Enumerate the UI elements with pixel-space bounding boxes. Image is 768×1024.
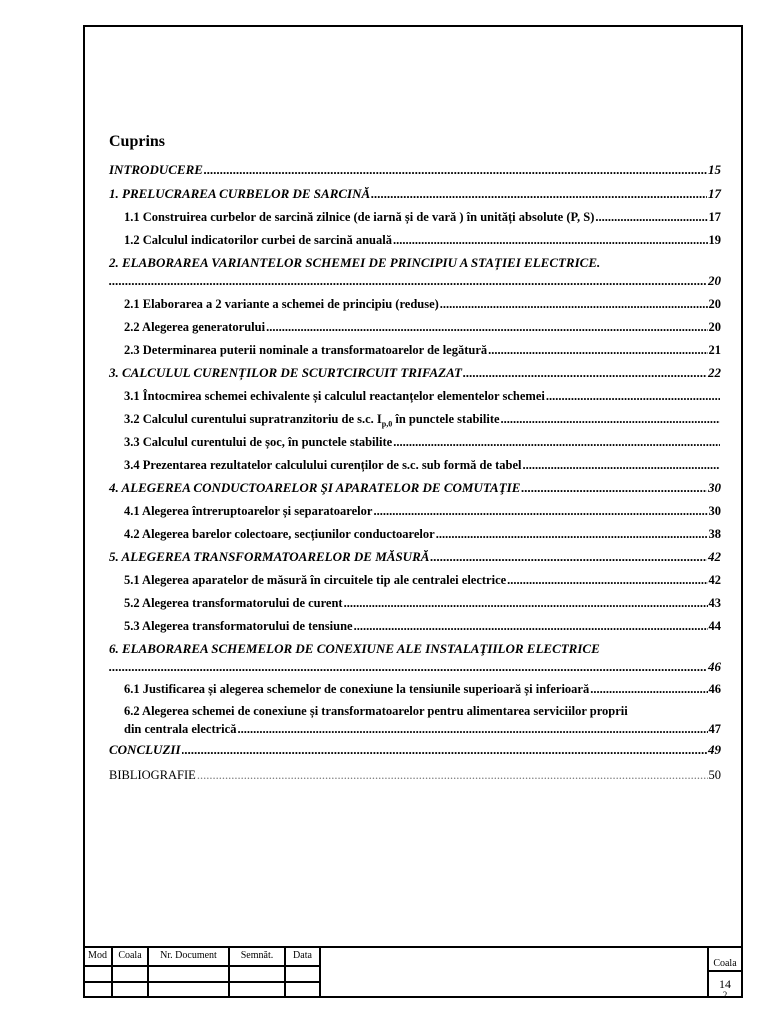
toc-entry-text: CONCLUZII: [109, 742, 181, 757]
toc-entry-concluzii[interactable]: [109, 741, 721, 759]
toc-entry-3-3[interactable]: [109, 433, 721, 451]
toc-entry-page: 20: [708, 297, 721, 311]
toc-entry-page: 43: [708, 596, 721, 610]
toc-entry-page: 47: [708, 722, 721, 736]
toc-entry-page: 46: [708, 682, 721, 696]
toc-entry-text: 5.2 Alegerea transformatorului de curent: [124, 596, 343, 610]
toc-entry-2-2[interactable]: [109, 318, 721, 336]
sheet-number-extra: 2: [722, 990, 728, 1000]
dot-leader: [237, 720, 707, 738]
toc-entry-text: 2.1 Elaborarea a 2 variante a schemei de principiu (reduse): [124, 297, 439, 311]
toc-entry-text: 1.1 Construirea curbelor de sarcină zilnice (de iarnă și de vară ) în unități absolute (P, S): [124, 210, 595, 224]
toc-entry-3-2[interactable]: [109, 410, 721, 434]
sheet-label: Coala: [713, 958, 737, 969]
toc-entry-5-2[interactable]: [109, 594, 721, 612]
dot-leader: [436, 525, 708, 543]
dot-leader: [523, 456, 720, 474]
toc-entry-text: 1. PRELUCRAREA CURBELOR DE SARCINĂ: [109, 186, 371, 201]
toc-entry-text: 1.2 Calculul indicatorilor curbei de sarcină anuală: [124, 233, 392, 247]
col-semnat: Semnăt.: [240, 950, 274, 961]
dot-leader: [463, 364, 707, 382]
sheet-number: 14: [719, 977, 731, 991]
toc-entry-text: INTRODUCERE: [109, 162, 203, 177]
toc-entry-text: [124, 410, 500, 434]
toc-entry-text: 2.3 Determinarea puterii nominale a transformatoarelor de legătură: [124, 343, 488, 357]
toc-entry-page: 44: [708, 619, 721, 633]
dot-leader: [182, 741, 707, 759]
toc-entry-chapter-3[interactable]: [109, 364, 721, 382]
col-nr-document: Nr. Document: [160, 950, 217, 961]
toc-entry-leader-line: [124, 720, 721, 738]
toc-entry-page: 22: [708, 365, 721, 380]
toc-entry-text: 3.4 Prezentarea rezultatelor calculului curenților de s.c. sub formă de tabel: [124, 458, 522, 472]
toc-entry-6-1[interactable]: [109, 680, 721, 698]
toc-entry-page: 17: [708, 210, 721, 224]
dot-leader: [430, 548, 707, 566]
current-subscript: p,0: [381, 419, 393, 429]
toc-entry-text: 6. ELABORAREA SCHEMELOR DE CONEXIUNE ALE INSTALAŢIILOR ELECTRICE: [109, 641, 600, 656]
dot-leader: [507, 571, 707, 589]
col-coala: Coala: [118, 950, 142, 961]
col-data: Data: [293, 950, 312, 961]
toc-entry-text: 2. ELABORAREA VARIANTELOR SCHEMEI DE PRINCIPIU A STAȚIEI ELECTRICE.: [109, 255, 601, 270]
toc-entry-chapter-4[interactable]: [109, 479, 721, 497]
toc-entry-text: 5.1 Alegerea aparatelor de măsură în circuitele tip ale centralei electrice: [124, 573, 507, 587]
toc-entry-text: 3.3 Calculul curentului de șoc, în punctele stabilite: [124, 435, 393, 449]
dot-leader: [373, 502, 707, 520]
toc-entry-3-4[interactable]: [109, 456, 721, 474]
toc-entry-page: 42: [708, 549, 721, 564]
toc-entry-page: 20: [708, 273, 721, 288]
toc-entry-page: 50: [708, 768, 721, 782]
toc-entry-text: BIBLIOGRAFIE: [109, 768, 196, 782]
dot-leader: [590, 680, 707, 698]
toc-entry-page: 20: [708, 320, 721, 334]
toc-entry-6-2[interactable]: [109, 702, 721, 738]
dot-leader: [393, 433, 720, 451]
toc-title: Cuprins: [109, 133, 166, 150]
toc-entry-text: 3. CALCULUL CURENȚILOR DE SCURTCIRCUIT TRIFAZAT: [109, 365, 462, 380]
toc-entry-chapter-2[interactable]: [109, 254, 721, 290]
title-block-rule: [707, 970, 741, 972]
dot-leader: [440, 295, 708, 313]
dot-leader: [109, 658, 707, 676]
toc-entry-text: din centrala electrică: [124, 722, 237, 736]
toc-entry-text: 6.2 Alegerea schemei de conexiune și transformatoarelor pentru alimentarea serviciilor proprii: [124, 704, 628, 718]
toc-entry-1-1[interactable]: [109, 208, 721, 226]
toc-entry-text: 5.3 Alegerea transformatorului de tensiune: [124, 619, 353, 633]
toc-entry-page: 21: [708, 343, 721, 357]
dot-leader: [266, 318, 707, 336]
dot-leader: [109, 272, 707, 290]
dot-leader: [197, 766, 708, 784]
toc-entry-bibliografie[interactable]: [109, 766, 721, 784]
toc-entry-page: 19: [708, 233, 721, 247]
toc-entry-text: 4.1 Alegerea întreruptoarelor și separatoarelor: [124, 504, 373, 518]
dot-leader: [354, 617, 708, 635]
title-block: [83, 946, 743, 998]
toc-entry-text: 3.1 Întocmirea schemei echivalente și calculul reactanțelor elementelor schemei: [124, 389, 545, 403]
title-block-rule: [319, 948, 321, 998]
toc-entry-2-1[interactable]: [109, 295, 721, 313]
dot-leader: [371, 185, 707, 203]
dot-leader: [521, 479, 707, 497]
toc-entry-1-2[interactable]: [109, 231, 721, 249]
toc-entry-text-part: 3.2 Calculul curentului supratranzitoriu de s.c. I: [124, 412, 382, 426]
dot-leader: [501, 410, 720, 428]
dot-leader: [393, 231, 708, 249]
toc-entry-4-1[interactable]: [109, 502, 721, 520]
toc-entry-4-2[interactable]: [109, 525, 721, 543]
col-mod: Mod: [88, 950, 107, 961]
toc-entry-text-part: în punctele stabilite: [392, 412, 500, 426]
toc-entry-text: 4. ALEGEREA CONDUCTOARELOR ŞI APARATELOR DE COMUTAŢIE: [109, 480, 521, 495]
dot-leader: [595, 208, 707, 226]
toc-entry-page: 46: [708, 659, 721, 674]
toc-entry-5-3[interactable]: [109, 617, 721, 635]
dot-leader: [546, 387, 720, 405]
toc-entry-page: 49: [708, 742, 721, 757]
toc-entry-introducere[interactable]: [109, 161, 721, 179]
toc-entry-chapter-1[interactable]: [109, 185, 721, 203]
toc-entry-3-1[interactable]: [109, 387, 721, 405]
toc-entry-5-1[interactable]: [109, 571, 721, 589]
toc-entry-page: 30: [708, 480, 721, 495]
dot-leader: [344, 594, 708, 612]
dot-leader: [204, 161, 707, 179]
toc-entry-text: 4.2 Alegerea barelor colectoare, secțiunilor conductoarelor: [124, 527, 435, 541]
toc-entry-leader-line: [109, 272, 721, 290]
toc-entry-page: 15: [708, 162, 721, 177]
toc-entry-page: 30: [708, 504, 721, 518]
toc-entry-chapter-5[interactable]: [109, 548, 721, 566]
toc-entry-page: 42: [708, 573, 721, 587]
toc-entry-chapter-6[interactable]: [109, 640, 721, 676]
toc-entry-text: 5. ALEGEREA TRANSFORMATOARELOR DE MĂSURĂ: [109, 549, 430, 564]
dot-leader: [488, 341, 707, 359]
toc-entry-page: 38: [708, 527, 721, 541]
toc-entry-leader-line: [109, 658, 721, 676]
toc-entry-text: 2.2 Alegerea generatorului: [124, 320, 266, 334]
toc-entry-page: 17: [708, 186, 721, 201]
toc-entry-text: 6.1 Justificarea și alegerea schemelor de conexiune la tensiunile superioară și inferioară: [124, 682, 590, 696]
toc-entry-2-3[interactable]: [109, 341, 721, 359]
